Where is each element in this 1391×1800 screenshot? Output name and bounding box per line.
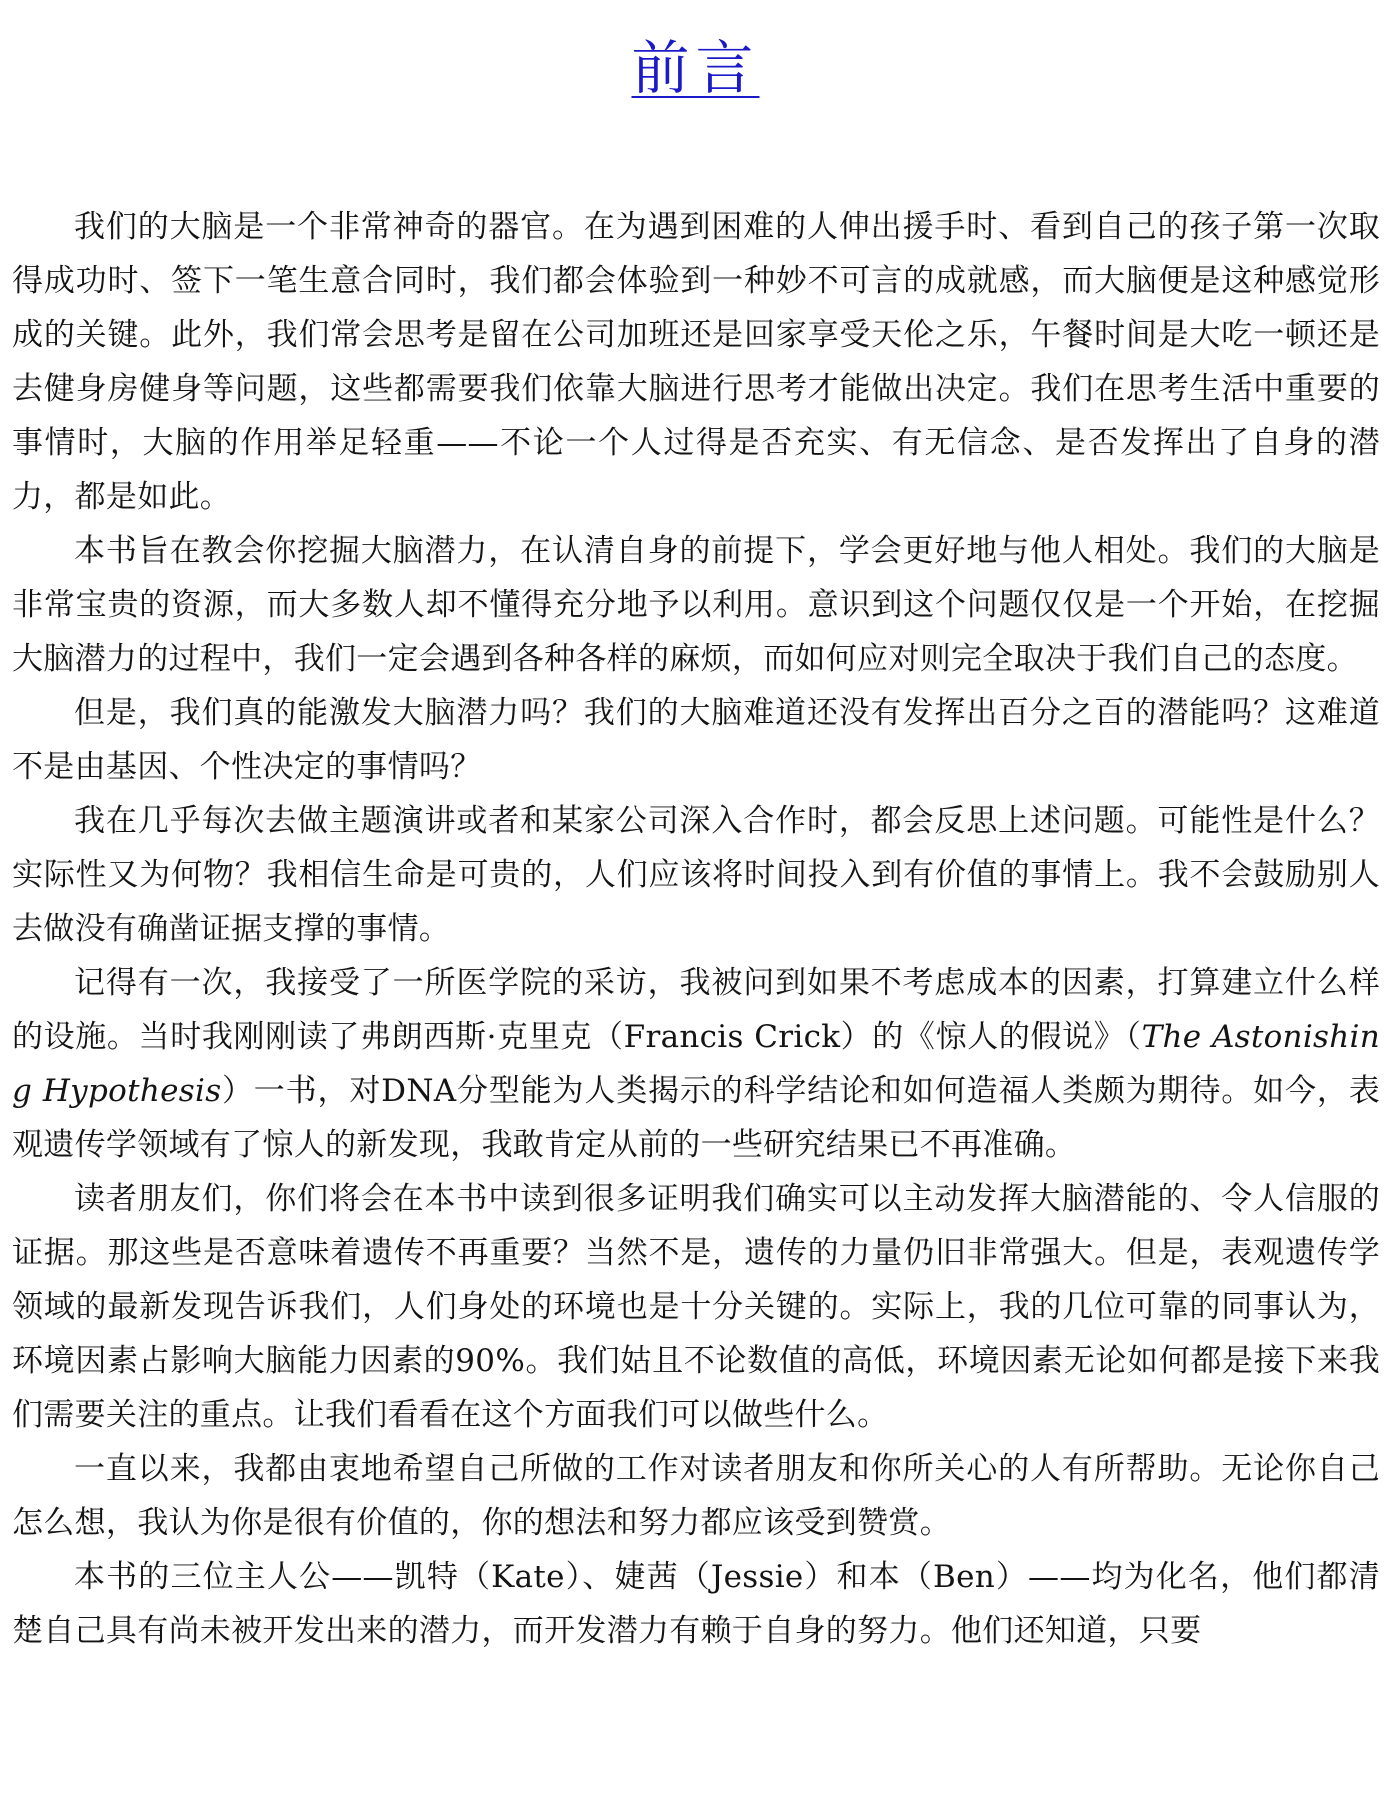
paragraph-5 <box>12 956 1380 1172</box>
paragraph-5-text-after: ）一书，对DNA分型能为人类揭示的科学结论和如何造福人类颇为期待。如今，表观遗传学领域有了惊人的新发现，我敢肯定从前的一些研究结果已不再准确。 <box>12 1073 1380 1163</box>
page-title <box>0 28 1391 108</box>
paragraph-3: 但是，我们真的能激发大脑潜力吗？我们的大脑难道还没有发挥出百分之百的潜能吗？这难道不是由基因、个性决定的事情吗？ <box>12 695 1380 785</box>
title-link[interactable]: 前言 <box>631 34 760 102</box>
paragraph-2: 本书旨在教会你挖掘大脑潜力，在认清自身的前提下，学会更好地与他人相处。我们的大脑是非常宝贵的资源，而大多数人却不懂得充分地予以利用。意识到这个问题仅仅是一个开始，在挖掘大脑潜力的过程中，我们一定会遇到各种各样的麻烦，而如何应对则完全取决于我们自己的态度。 <box>12 533 1380 677</box>
document-body <box>12 200 1380 1658</box>
paragraph-4: 我在几乎每次去做主题演讲或者和某家公司深入合作时，都会反思上述问题。可能性是什么？实际性又为何物？我相信生命是可贵的，人们应该将时间投入到有价值的事情上。我不会鼓励别人去做没有确凿证据支撑的事情。 <box>12 803 1380 947</box>
paragraph-7: 一直以来，我都由衷地希望自己所做的工作对读者朋友和你所关心的人有所帮助。无论你自己怎么想，我认为你是很有价值的，你的想法和努力都应该受到赞赏。 <box>12 1451 1380 1541</box>
paragraph-8: 本书的三位主人公——凯特（Kate）、婕茜（Jessie）和本（Ben）——均为化名，他们都清楚自己具有尚未被开发出来的潜力，而开发潜力有赖于自身的努力。他们还知道，只要 <box>12 1559 1380 1649</box>
paragraph-5-text-before: 记得有一次，我接受了一所医学院的采访，我被问到如果不考虑成本的因素，打算建立什么样的设施。当时我刚刚读了弗朗西斯·克里克（Francis Crick）的《惊人的假说》（ <box>12 965 1380 1055</box>
book-title-italic: The Astonishing Hypothesis <box>12 1019 1380 1109</box>
paragraph-1: 我们的大脑是一个非常神奇的器官。在为遇到困难的人伸出援手时、看到自己的孩子第一次取得成功时、签下一笔生意合同时，我们都会体验到一种妙不可言的成就感，而大脑便是这种感觉形成的关键。此外，我们常会思考是留在公司加班还是回家享受天伦之乐，午餐时间是大吃一顿还是去健身房健身等问题，这些都需要我们依靠大脑进行思考才能做出决定。我们在思考生活中重要的事情时，大脑的作用举足轻重——不论一个人过得是否充实、有无信念、是否发挥出了自身的潜力，都是如此。 <box>12 209 1380 515</box>
paragraph-6: 读者朋友们，你们将会在本书中读到很多证明我们确实可以主动发挥大脑潜能的、令人信服的证据。那这些是否意味着遗传不再重要？当然不是，遗传的力量仍旧非常强大。但是，表观遗传学领域的最新发现告诉我们，人们身处的环境也是十分关键的。实际上，我的几位可靠的同事认为，环境因素占影响大脑能力因素的90%。我们姑且不论数值的高低，环境因素无论如何都是接下来我们需要关注的重点。让我们看看在这个方面我们可以做些什么。 <box>12 1181 1380 1433</box>
